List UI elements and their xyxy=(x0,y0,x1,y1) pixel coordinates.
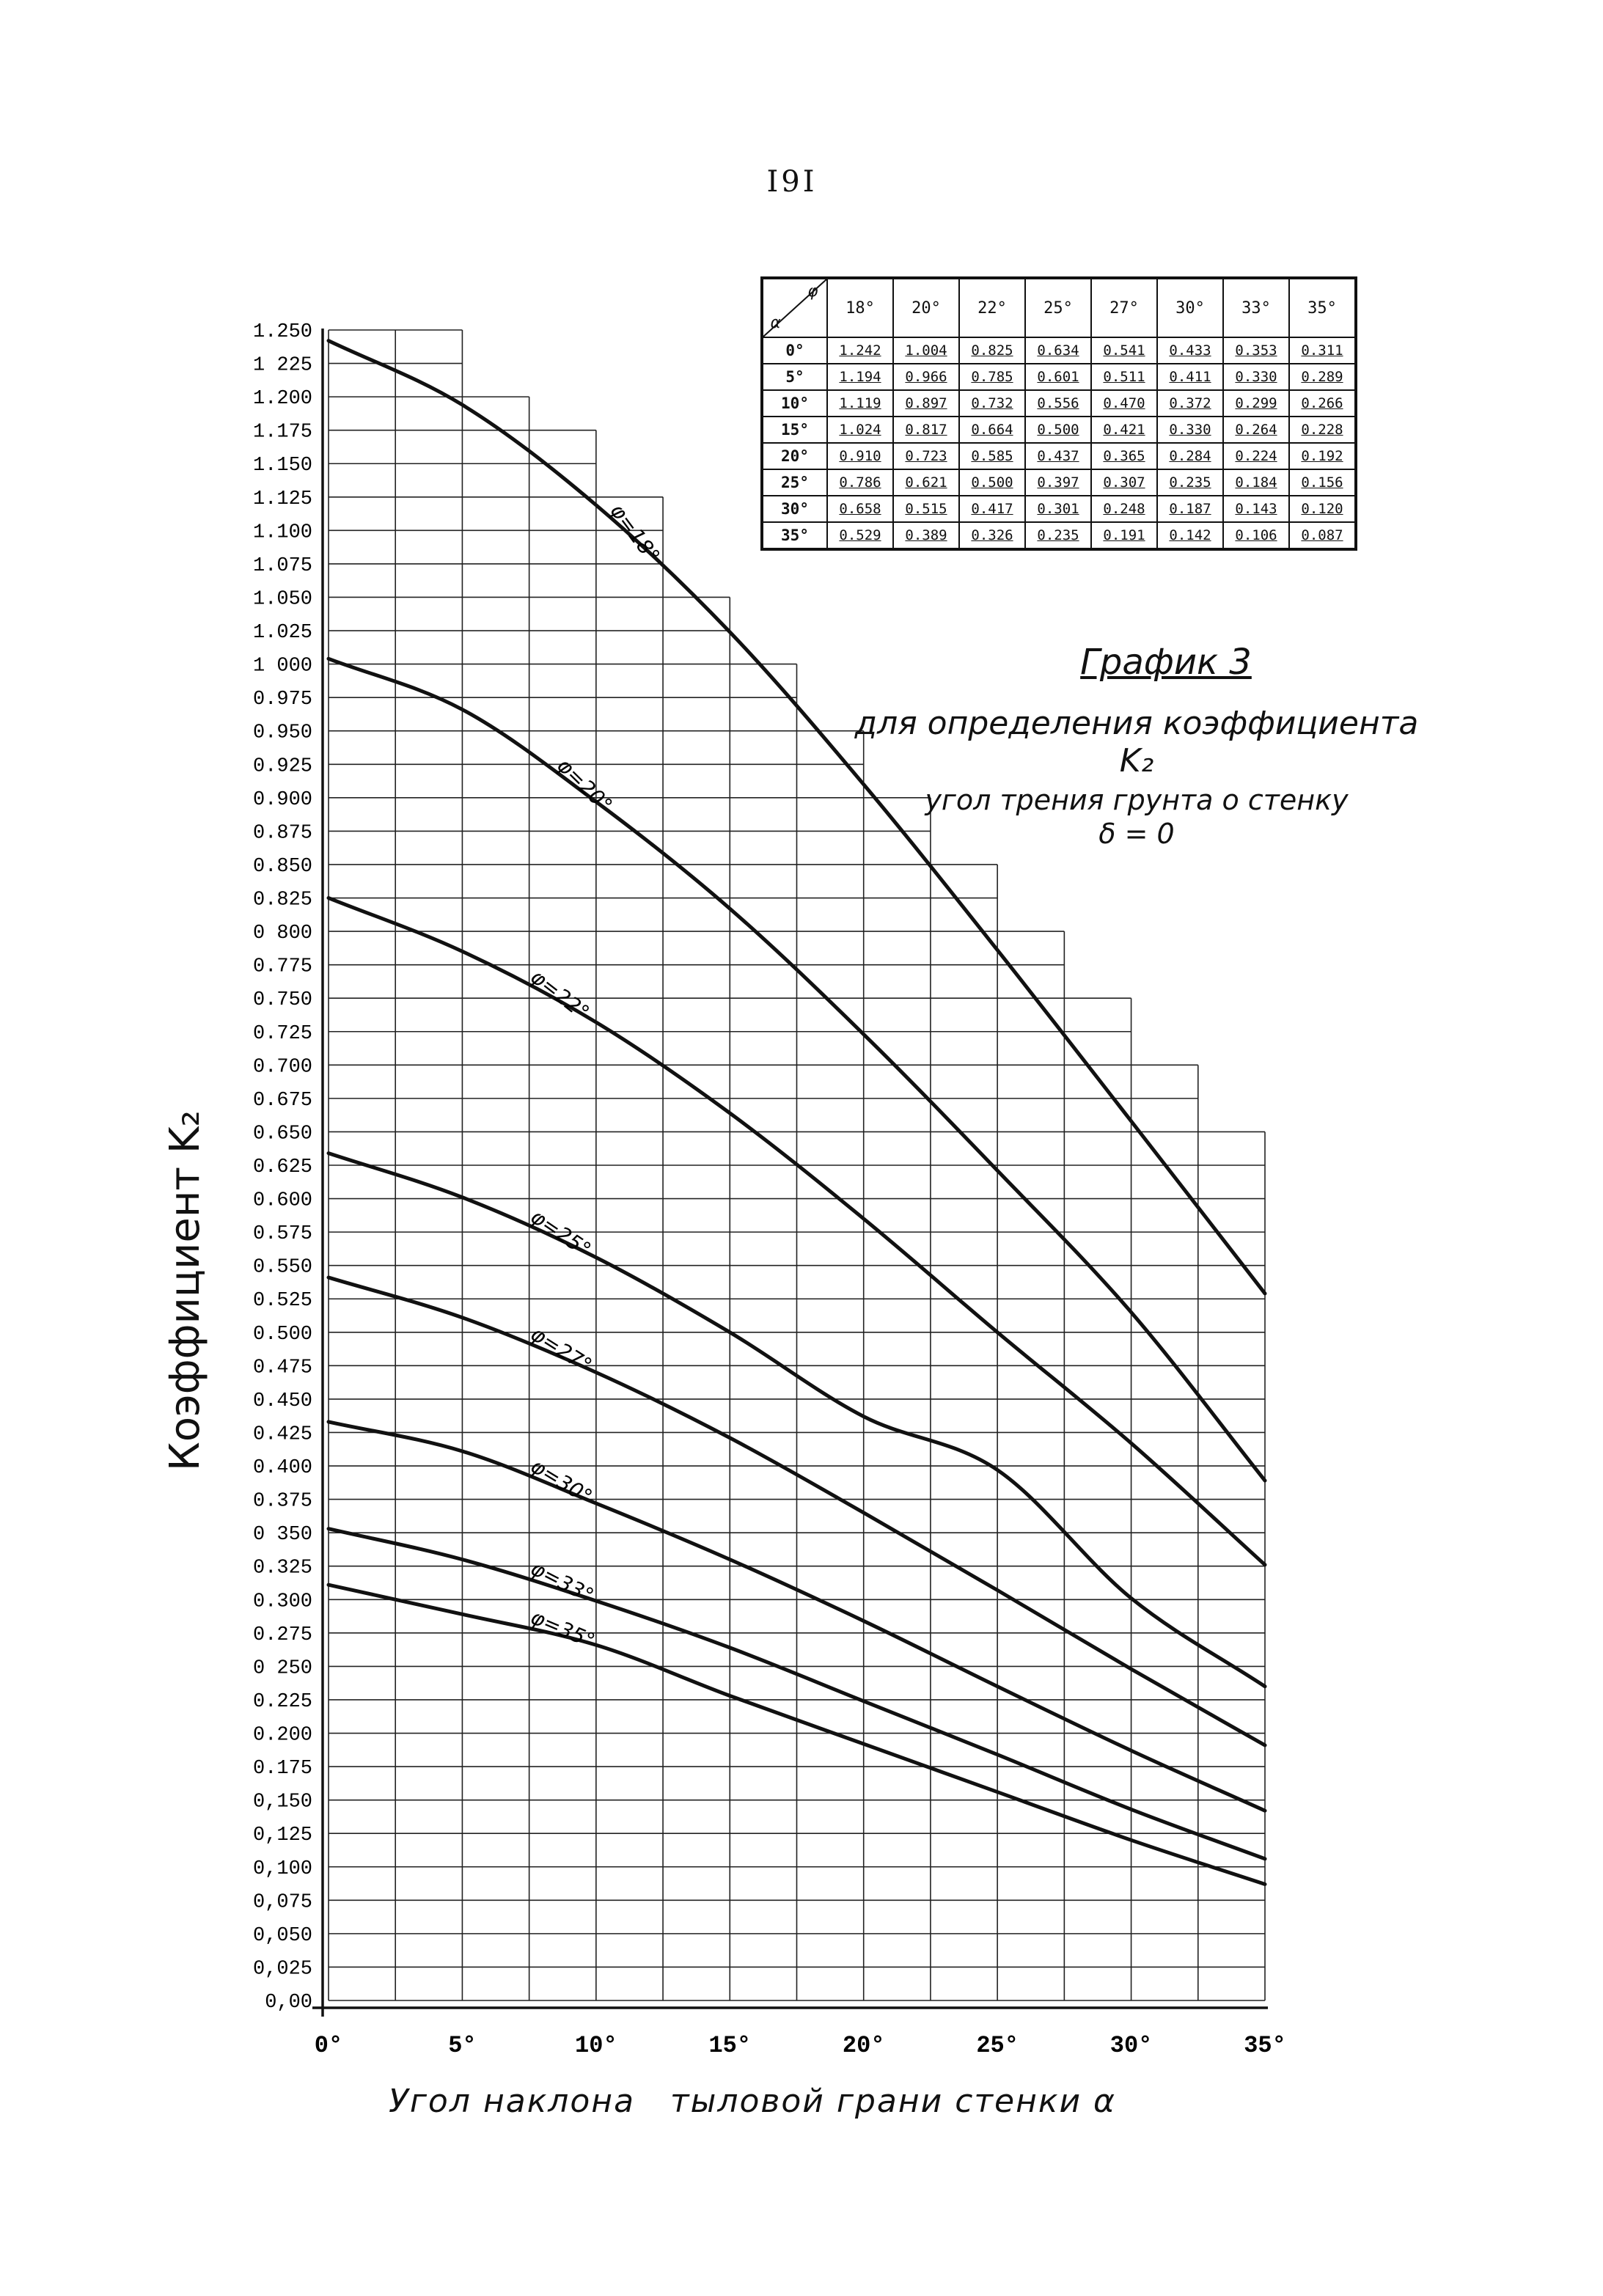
table-cell: 0.786 xyxy=(827,469,893,496)
table-cell: 0.664 xyxy=(959,417,1025,443)
table-cell: 0.910 xyxy=(827,443,893,469)
y-tick-label: 0.600 xyxy=(252,1189,312,1212)
table-cell: 0.235 xyxy=(1157,469,1223,496)
table-cell: 0.389 xyxy=(893,522,959,549)
chart-title: График 3 xyxy=(1080,642,1252,683)
table-row-header: 5° xyxy=(762,364,827,390)
table-row xyxy=(762,496,1356,522)
table-row-header: 25° xyxy=(762,469,827,496)
table-row xyxy=(762,417,1356,443)
y-tick-label: 0,100 xyxy=(252,1857,312,1880)
table-cell: 0.785 xyxy=(959,364,1025,390)
table-row-header: 20° xyxy=(762,443,827,469)
y-tick-label: 1.250 xyxy=(252,321,312,343)
table-cell: 0.417 xyxy=(959,496,1025,522)
table-cell: 0.529 xyxy=(827,522,893,549)
y-tick-label: 0 250 xyxy=(252,1657,312,1680)
y-tick-label: 0,125 xyxy=(252,1824,312,1847)
x-tick-label: 35° xyxy=(1244,2032,1286,2059)
x-tick-label: 30° xyxy=(1109,2032,1153,2059)
table-cell: 1.194 xyxy=(827,364,893,390)
table-cell: 0.326 xyxy=(959,522,1025,549)
y-tick-label: 0.275 xyxy=(252,1624,312,1646)
y-tick-label: 0.700 xyxy=(252,1056,312,1079)
table-cell: 1.024 xyxy=(827,417,893,443)
y-tick-label: 0.200 xyxy=(252,1724,312,1747)
y-tick-label: 0.625 xyxy=(252,1156,312,1178)
table-cell: 0.087 xyxy=(1289,522,1356,549)
table-column-header: 33° xyxy=(1223,278,1289,337)
y-tick-label: 0.175 xyxy=(252,1758,312,1780)
y-tick-label: 0,00 xyxy=(265,1992,312,2014)
table-cell: 0.266 xyxy=(1289,390,1356,417)
table-cell: 0.470 xyxy=(1091,390,1157,417)
y-tick-label: 0.650 xyxy=(252,1123,312,1145)
table-column-header: 22° xyxy=(959,278,1025,337)
table-cell: 1.119 xyxy=(827,390,893,417)
table-cell: 0.156 xyxy=(1289,469,1356,496)
y-tick-label: 0.400 xyxy=(252,1457,312,1480)
table-cell: 0.248 xyxy=(1091,496,1157,522)
table-column-header: 25° xyxy=(1025,278,1091,337)
table-cell: 0.299 xyxy=(1223,390,1289,417)
y-tick-label: 0.975 xyxy=(252,689,312,711)
y-tick-label: 0.425 xyxy=(252,1423,312,1446)
page-number: I9I xyxy=(766,165,818,199)
curve-label: φ=25° xyxy=(526,1204,595,1263)
y-tick-label: 1.150 xyxy=(252,455,312,477)
y-tick-label: 0,025 xyxy=(252,1958,312,1981)
y-tick-label: 0.825 xyxy=(252,889,312,912)
table-cell: 0.411 xyxy=(1157,364,1223,390)
curve-label: φ=33° xyxy=(527,1555,598,1608)
table-column-header: 18° xyxy=(827,278,893,337)
table-row xyxy=(762,522,1356,549)
corner-phi-label: φ xyxy=(807,282,818,301)
y-tick-label: 0.775 xyxy=(252,956,312,978)
table-column-header: 20° xyxy=(893,278,959,337)
curve-label: φ=27° xyxy=(526,1321,596,1378)
y-tick-label: 0,075 xyxy=(252,1891,312,1914)
table-row xyxy=(762,469,1356,496)
table-cell: 0.817 xyxy=(893,417,959,443)
table-cell: 0.515 xyxy=(893,496,959,522)
x-tick-label: 20° xyxy=(842,2032,885,2059)
table-cell: 0.732 xyxy=(959,390,1025,417)
table-cell: 0.143 xyxy=(1223,496,1289,522)
table-cell: 0.330 xyxy=(1157,417,1223,443)
table-cell: 0.585 xyxy=(959,443,1025,469)
x-axis-label: Угол наклона тыловой грани стенки α xyxy=(389,2083,1117,2120)
x-tick-label: 10° xyxy=(575,2032,617,2059)
table-row-header: 30° xyxy=(762,496,827,522)
table-row-header: 35° xyxy=(762,522,827,549)
y-tick-label: 1.075 xyxy=(252,554,312,577)
table-row xyxy=(762,364,1356,390)
table-cell: 0.556 xyxy=(1025,390,1091,417)
table-cell: 0.184 xyxy=(1223,469,1289,496)
table-cell: 0.421 xyxy=(1091,417,1157,443)
table-cell: 0.106 xyxy=(1223,522,1289,549)
chart-subtitle-line3: δ = 0 xyxy=(1098,818,1175,850)
reference-table xyxy=(760,276,1357,551)
y-tick-label: 0.450 xyxy=(252,1390,312,1412)
y-tick-label: 0.725 xyxy=(252,1022,312,1045)
y-tick-label: 0 800 xyxy=(252,923,312,945)
x-tick-label: 15° xyxy=(708,2032,752,2059)
table-cell: 0.966 xyxy=(893,364,959,390)
table-cell: 0.500 xyxy=(959,469,1025,496)
y-tick-label: 0.225 xyxy=(252,1690,312,1713)
y-tick-label: 1.200 xyxy=(252,388,312,411)
y-tick-label: 0.950 xyxy=(252,722,312,744)
table-cell: 0.500 xyxy=(1025,417,1091,443)
table-cell: 0.235 xyxy=(1025,522,1091,549)
curve-label: φ=22° xyxy=(526,964,594,1025)
y-tick-label: 1 225 xyxy=(252,354,312,377)
table-cell: 0.187 xyxy=(1157,496,1223,522)
table-cell: 0.284 xyxy=(1157,443,1223,469)
table-row xyxy=(762,443,1356,469)
y-tick-label: 0.550 xyxy=(252,1256,312,1279)
curve-label: φ=20° xyxy=(552,753,617,818)
table-cell: 0.897 xyxy=(893,390,959,417)
curve-label: φ=18° xyxy=(605,499,665,568)
y-tick-label: 0.925 xyxy=(252,755,312,778)
table-cell: 0.601 xyxy=(1025,364,1091,390)
y-tick-label: 0.675 xyxy=(252,1089,312,1112)
table-cell: 1.004 xyxy=(893,337,959,364)
table-cell: 0.192 xyxy=(1289,443,1356,469)
y-tick-label: 1.100 xyxy=(252,521,312,544)
table-body xyxy=(762,337,1356,549)
y-tick-label: 1 000 xyxy=(252,655,312,678)
y-tick-label: 0.500 xyxy=(252,1323,312,1346)
table-cell: 0.372 xyxy=(1157,390,1223,417)
table-cell: 0.365 xyxy=(1091,443,1157,469)
corner-alpha-label: α xyxy=(771,314,781,332)
table-cell: 0.437 xyxy=(1025,443,1091,469)
table-corner-cell xyxy=(762,278,827,337)
table-column-header: 30° xyxy=(1157,278,1223,337)
curve-labels xyxy=(526,499,664,1654)
table-cell: 0.621 xyxy=(893,469,959,496)
y-tick-label: 0.750 xyxy=(252,989,312,1012)
y-tick-label: 1.050 xyxy=(252,588,312,611)
table-column-header: 27° xyxy=(1091,278,1157,337)
table-cell: 0.658 xyxy=(827,496,893,522)
table-cell: 0.191 xyxy=(1091,522,1157,549)
y-tick-label: 0.475 xyxy=(252,1357,312,1379)
table-row-header: 0° xyxy=(762,337,827,364)
table-row-header: 15° xyxy=(762,417,827,443)
y-tick-label: 0.325 xyxy=(252,1557,312,1580)
y-tick-label: 0.850 xyxy=(252,855,312,878)
x-tick-labels xyxy=(315,2032,1286,2059)
y-tick-label: 0.525 xyxy=(252,1290,312,1313)
table-header-row xyxy=(762,278,1356,337)
y-tick-label: 0.375 xyxy=(252,1490,312,1513)
table-cell: 0.289 xyxy=(1289,364,1356,390)
chart-caption xyxy=(843,642,1430,850)
y-tick-label: 0.875 xyxy=(252,822,312,845)
x-tick-label: 0° xyxy=(314,2032,343,2059)
table-cell: 0.311 xyxy=(1289,337,1356,364)
table-cell: 0.307 xyxy=(1091,469,1157,496)
table-column-header: 35° xyxy=(1289,278,1356,337)
y-tick-label: 1.125 xyxy=(252,488,312,510)
y-tick-label: 0 350 xyxy=(252,1524,312,1547)
table-row-header: 10° xyxy=(762,390,827,417)
table-cell: 0.634 xyxy=(1025,337,1091,364)
table-row xyxy=(762,390,1356,417)
y-tick-label: 0,050 xyxy=(252,1924,312,1947)
table-cell: 0.330 xyxy=(1223,364,1289,390)
y-tick-label: 0.300 xyxy=(252,1591,312,1613)
table-cell: 0.301 xyxy=(1025,496,1091,522)
table-cell: 0.397 xyxy=(1025,469,1091,496)
table-cell: 0.142 xyxy=(1157,522,1223,549)
table-cell: 0.120 xyxy=(1289,496,1356,522)
table-cell: 0.825 xyxy=(959,337,1025,364)
chart-axes xyxy=(312,329,1268,2017)
curve-label: φ=35° xyxy=(527,1604,599,1654)
y-tick-label: 0.575 xyxy=(252,1223,312,1246)
table-cell: 0.353 xyxy=(1223,337,1289,364)
table-row xyxy=(762,337,1356,364)
y-tick-label: 0.900 xyxy=(252,788,312,811)
chart-subtitle-line2: угол трения грунта о стенку xyxy=(925,784,1349,816)
x-tick-label: 25° xyxy=(976,2032,1019,2059)
y-tick-label: 0,150 xyxy=(252,1791,312,1813)
y-axis-label: Коэффициент K₂ xyxy=(161,1110,209,1472)
table-cell: 0.224 xyxy=(1223,443,1289,469)
y-tick-label: 1.025 xyxy=(252,622,312,645)
table-cell: 0.264 xyxy=(1223,417,1289,443)
table-cell: 0.511 xyxy=(1091,364,1157,390)
table-cell: 1.242 xyxy=(827,337,893,364)
table-cell: 0.228 xyxy=(1289,417,1356,443)
x-tick-label: 5° xyxy=(448,2032,477,2059)
y-tick-label: 1.175 xyxy=(252,421,312,444)
y-tick-labels xyxy=(253,321,312,2014)
table-cell: 0.541 xyxy=(1091,337,1157,364)
table-cell: 0.433 xyxy=(1157,337,1223,364)
curve-label: φ=30° xyxy=(527,1453,597,1510)
table-cell: 0.723 xyxy=(893,443,959,469)
chart-subtitle: для определения коэффициента K₂ xyxy=(854,705,1419,780)
